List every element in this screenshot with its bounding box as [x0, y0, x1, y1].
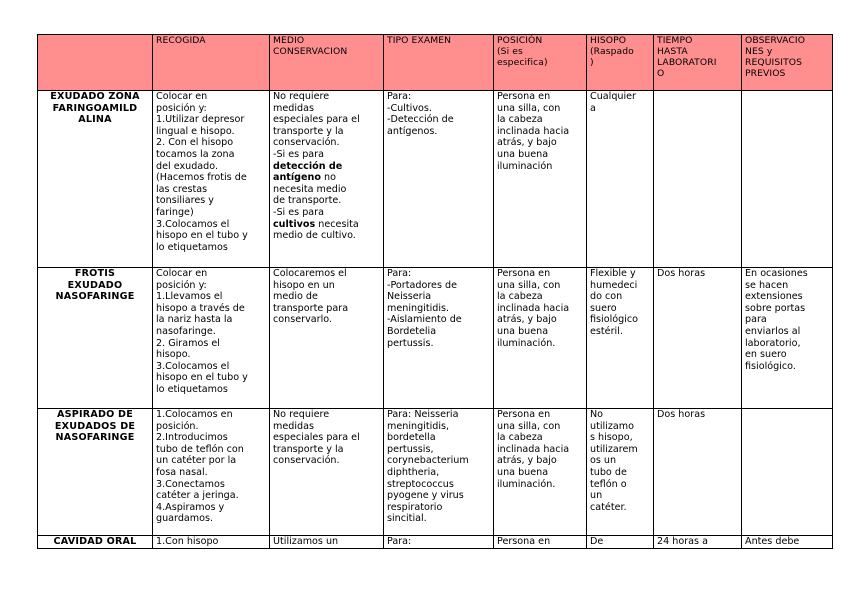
cell-hisopo: Flexible y humedeci do con suero fisiológico estéril. — [587, 268, 654, 409]
table-row — [38, 91, 833, 268]
header-cell-medio-conservacion: MEDIO CONSERVACION — [270, 35, 384, 91]
cell-recogida: 1.Colocamos en posición. 2.Introducimos tubo de teflón con un catéter por la fosa nasal. 3.Conectamos catéter a jeringa. 4.Aspiramos y guardamos. — [153, 409, 270, 536]
cell-tiempo: Dos horas — [654, 409, 742, 536]
row-label: EXUDADO ZONA FARINGOAMILD ALINA — [38, 91, 153, 268]
cell-text: necesita medio de cultivo. — [273, 218, 359, 242]
document-page — [37, 34, 832, 549]
table-row — [38, 536, 833, 549]
cell-tipo-examen: Para: Neisseria meningitidis, bordetella pertussis, corynebacterium diphtheria, streptococcus pyogene y virus respiratorio sincitial. — [384, 409, 494, 536]
header-cell-posicion: POSICIÓN (Si es especifica) — [494, 35, 587, 91]
header-cell-observaciones: OBSERVACIO NES y REQUISITOS PREVIOS — [742, 35, 833, 91]
header-row — [38, 35, 833, 91]
header-cell-recogida: RECOGIDA — [153, 35, 270, 91]
row-label: FROTIS EXUDADO NASOFARINGE — [38, 268, 153, 409]
header-cell-hisopo: HISOPO (Raspado ) — [587, 35, 654, 91]
cell-tipo-examen: Para: -Portadores de Neisseria meningitidis. -Aislamiento de Bordetelia pertussis. — [384, 268, 494, 409]
cell-recogida: 1.Con hisopo — [153, 536, 270, 549]
table-row — [38, 409, 833, 536]
cell-text: Colocaremos el hisopo en un medio de transporte para conservarlo. — [273, 268, 349, 326]
header-cell-tipo-examen: TIPO EXAMEN — [384, 35, 494, 91]
cell-tiempo — [654, 91, 742, 268]
header-cell-empty — [38, 35, 153, 91]
page-bottom-margin — [0, 553, 848, 599]
cell-tipo-examen: Para: -Cultivos. -Detección de antígenos. — [384, 91, 494, 268]
cell-text: No requiere medidas especiales para el transporte y la conservación. — [273, 409, 360, 467]
cell-observaciones — [742, 409, 833, 536]
row-label: ASPIRADO DE EXUDADOS DE NASOFARINGE — [38, 409, 153, 536]
cell-medio-conservacion — [270, 268, 384, 409]
table-row — [38, 268, 833, 409]
cell-observaciones: En ocasiones se hacen extensiones sobre portas para enviarlos al laboratorio, en suero fisiológico. — [742, 268, 833, 409]
cell-medio-conservacion — [270, 91, 384, 268]
cell-observaciones: Antes debe — [742, 536, 833, 549]
cell-text: No requiere medidas especiales para el transporte y la conservación. -Si es para — [273, 91, 360, 160]
cell-posicion: Persona en — [494, 536, 587, 549]
cell-hisopo: Cualquier a — [587, 91, 654, 268]
cell-posicion: Persona en una silla, con la cabeza inclinada hacia atrás, y bajo una buena iluminación — [494, 91, 587, 268]
cell-recogida: Colocar en posición y: 1.Utilizar depresor lingual e hisopo. 2. Con el hisopo tocamos la zona del exudado. (Hacemos frotis de las crestas tonsiliares y faringe) 3.Colocamos el hisopo en el tubo y lo etiquetamos — [153, 91, 270, 268]
cell-text: Utilizamos un — [273, 536, 339, 547]
emphasis-text: cultivos — [273, 218, 316, 230]
cell-tiempo: 24 horas a — [654, 536, 742, 549]
cell-hisopo: De — [587, 536, 654, 549]
cell-recogida: Colocar en posición y: 1.Llevamos el hisopo a través de la nariz hasta la nasofaringe. 2. Giramos el hisopo. 3.Colocamos el hisopo en el tubo y lo etiquetamos — [153, 268, 270, 409]
specimen-collection-table — [37, 34, 833, 549]
cell-observaciones — [742, 91, 833, 268]
cell-tiempo: Dos horas — [654, 268, 742, 409]
row-label: CAVIDAD ORAL — [38, 536, 153, 549]
cell-tipo-examen: Para: — [384, 536, 494, 549]
header-cell-tiempo: TIEMPO HASTA LABORATORI O — [654, 35, 742, 91]
cell-hisopo: No utilizamo s hisopo, utilizarem os un tubo de teflón o un catéter. — [587, 409, 654, 536]
emphasis-text: detección de antígeno — [273, 160, 343, 184]
cell-posicion: Persona en una silla, con la cabeza inclinada hacia atrás, y bajo una buena iluminación. — [494, 268, 587, 409]
cell-posicion: Persona en una silla, con la cabeza inclinada hacia atrás, y bajo una buena iluminación. — [494, 409, 587, 536]
cell-text: no necesita medio de transporte. -Si es para — [273, 172, 347, 218]
cell-medio-conservacion — [270, 536, 384, 549]
cell-medio-conservacion — [270, 409, 384, 536]
